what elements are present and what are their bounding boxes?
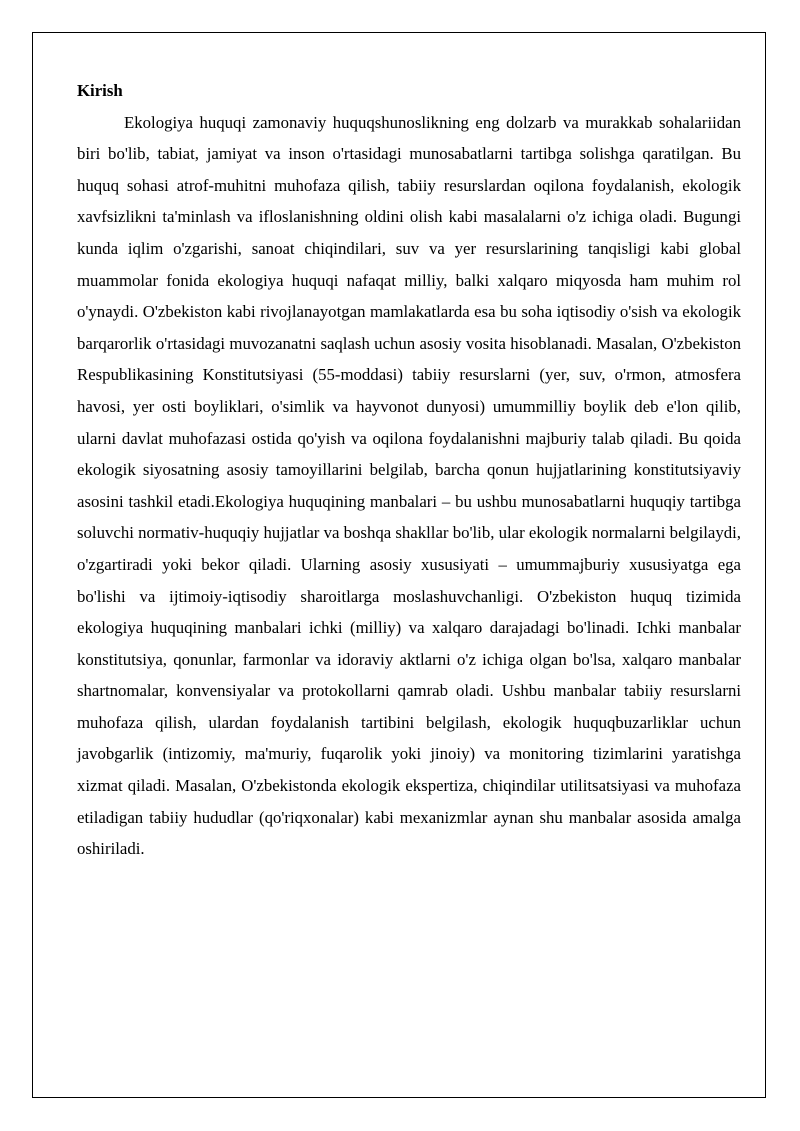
- section-heading: Kirish: [77, 81, 123, 100]
- document-body: [77, 75, 741, 865]
- body-paragraph: Ekologiya huquqi zamonaviy huquqshunoslikning eng dolzarb va murakkab sohalariidan biri bo'lib, tabiat, jamiyat va inson o'rtasidagi munosabatlarni tartibga solishga qaratilgan. Bu huquq sohasi atrof-muhitni muhofaza qilish, tabiiy resurslardan oqilona foydalanish, ekologik xavfsizlikni ta'minlash va ifloslanishning oldini olish kabi masalalarni o'z ichiga oladi. Bugungi kunda iqlim o'zgarishi, sanoat chiqindilari, suv va yer resurslarining tanqisligi kabi global muammolar fonida ekologiya huquqi nafaqat milliy, balki xalqaro miqyosda ham muhim rol o'ynaydi. O'zbekiston kabi rivojlanayotgan mamlakatlarda esa bu soha iqtisodiy o'sish va ekologik barqarorlik o'rtasidagi muvozanatni saqlash uchun asosiy vosita hisoblanadi. Masalan, O'zbekiston Respublikasining Konstitutsiyasi (55-moddasi) tabiiy resurslarni (yer, suv, o'rmon, atmosfera havosi, yer osti boyliklari, o'simlik va hayvonot dunyosi) umummilliy boylik deb e'lon qilib, ularni davlat muhofazasi ostida qo'yish va oqilona foydalanishni majburiy talab qiladi. Bu qoida ekologik siyosatning asosiy tamoyillarini belgilab, barcha qonun hujjatlarining konstitutsiyaviy asosini tashkil etadi.Ekologiya huquqining manbalari – bu ushbu munosabatlarni huquqiy tartibga soluvchi normativ-huquqiy hujjatlar va boshqa shakllar bo'lib, ular ekologik normalarni belgilaydi, o'zgartiradi yoki bekor qiladi. Ularning asosiy xususiyati – umummajburiy xususiyatga ega bo'lishi va ijtimoiy-iqtisodiy sharoitlarga moslashuvchanligi. O'zbekiston huquq tizimida ekologiya huquqining manbalari ichki (milliy) va xalqaro darajadagi bo'linadi. Ichki manbalar konstitutsiya, qonunlar, farmonlar va idoraviy aktlarni o'z ichiga olgan bo'lsa, xalqaro manbalar shartnomalar, konvensiyalar va protokollarni qamrab oladi. Ushbu manbalar tabiiy resurslarni muhofaza qilish, ulardan foydalanish tartibini belgilash, ekologik huquqbuzarliklar uchun javobgarlik (intizomiy, ma'muriy, fuqarolik yoki jinoiy) va monitoring tizimlarini yaratishga xizmat qiladi. Masalan, O'zbekistonda ekologik ekspertiza, chiqindilar utilitsatsiyasi va muhofaza etiladigan tabiiy hududlar (qo'riqxonalar) kabi mexanizmlar aynan shu manbalar asosida amalga oshiriladi.: [77, 112, 741, 859]
